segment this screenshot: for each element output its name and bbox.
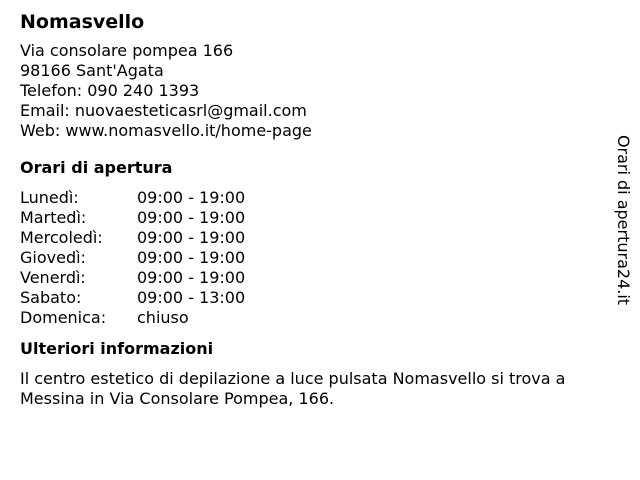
hours-row-friday: [20, 268, 245, 288]
more-info-heading: Ulteriori informazioni: [20, 339, 214, 358]
phone-line[interactable]: Telefon: 090 240 1393: [20, 81, 200, 100]
day-label: Domenica:: [20, 308, 107, 327]
opening-hours-heading: Orari di apertura: [20, 158, 173, 177]
hours-row-tuesday: [20, 208, 245, 228]
website-line[interactable]: Web: www.nomasvello.it/home-page: [20, 121, 312, 140]
opening-hours-table: [20, 188, 245, 328]
day-hours: 09:00 - 19:00: [137, 268, 246, 287]
hours-row-sunday: [20, 308, 245, 328]
more-info-text: Il centro estetico di depilazione a luce pulsata Nomasvello si trova a Messina in Via Consolare Pompea, 166.: [20, 369, 566, 408]
day-hours: 09:00 - 19:00: [137, 208, 246, 227]
hours-row-thursday: [20, 248, 245, 268]
business-name: Nomasvello: [20, 11, 145, 33]
day-label: Giovedì:: [20, 248, 86, 267]
site-watermark: Orari di apertura24.it: [614, 134, 633, 306]
address-street: Via consolare pompea 166: [20, 41, 234, 60]
address-city: 98166 Sant'Agata: [20, 61, 164, 80]
business-card: [20, 10, 610, 409]
email-line[interactable]: Email: nuovaesteticasrl@gmail.com: [20, 101, 307, 120]
day-label: Sabato:: [20, 288, 82, 307]
day-label: Martedì:: [20, 208, 87, 227]
hours-row-monday: [20, 188, 245, 208]
day-hours: chiuso: [137, 308, 189, 327]
hours-row-wednesday: [20, 228, 245, 248]
day-hours: 09:00 - 19:00: [137, 188, 246, 207]
day-label: Lunedì:: [20, 188, 79, 207]
hours-row-saturday: [20, 288, 245, 308]
day-hours: 09:00 - 19:00: [137, 228, 246, 247]
day-hours: 09:00 - 13:00: [137, 288, 246, 307]
day-label: Venerdì:: [20, 268, 86, 287]
day-label: Mercoledì:: [20, 228, 103, 247]
day-hours: 09:00 - 19:00: [137, 248, 246, 267]
contact-block: [20, 41, 610, 141]
